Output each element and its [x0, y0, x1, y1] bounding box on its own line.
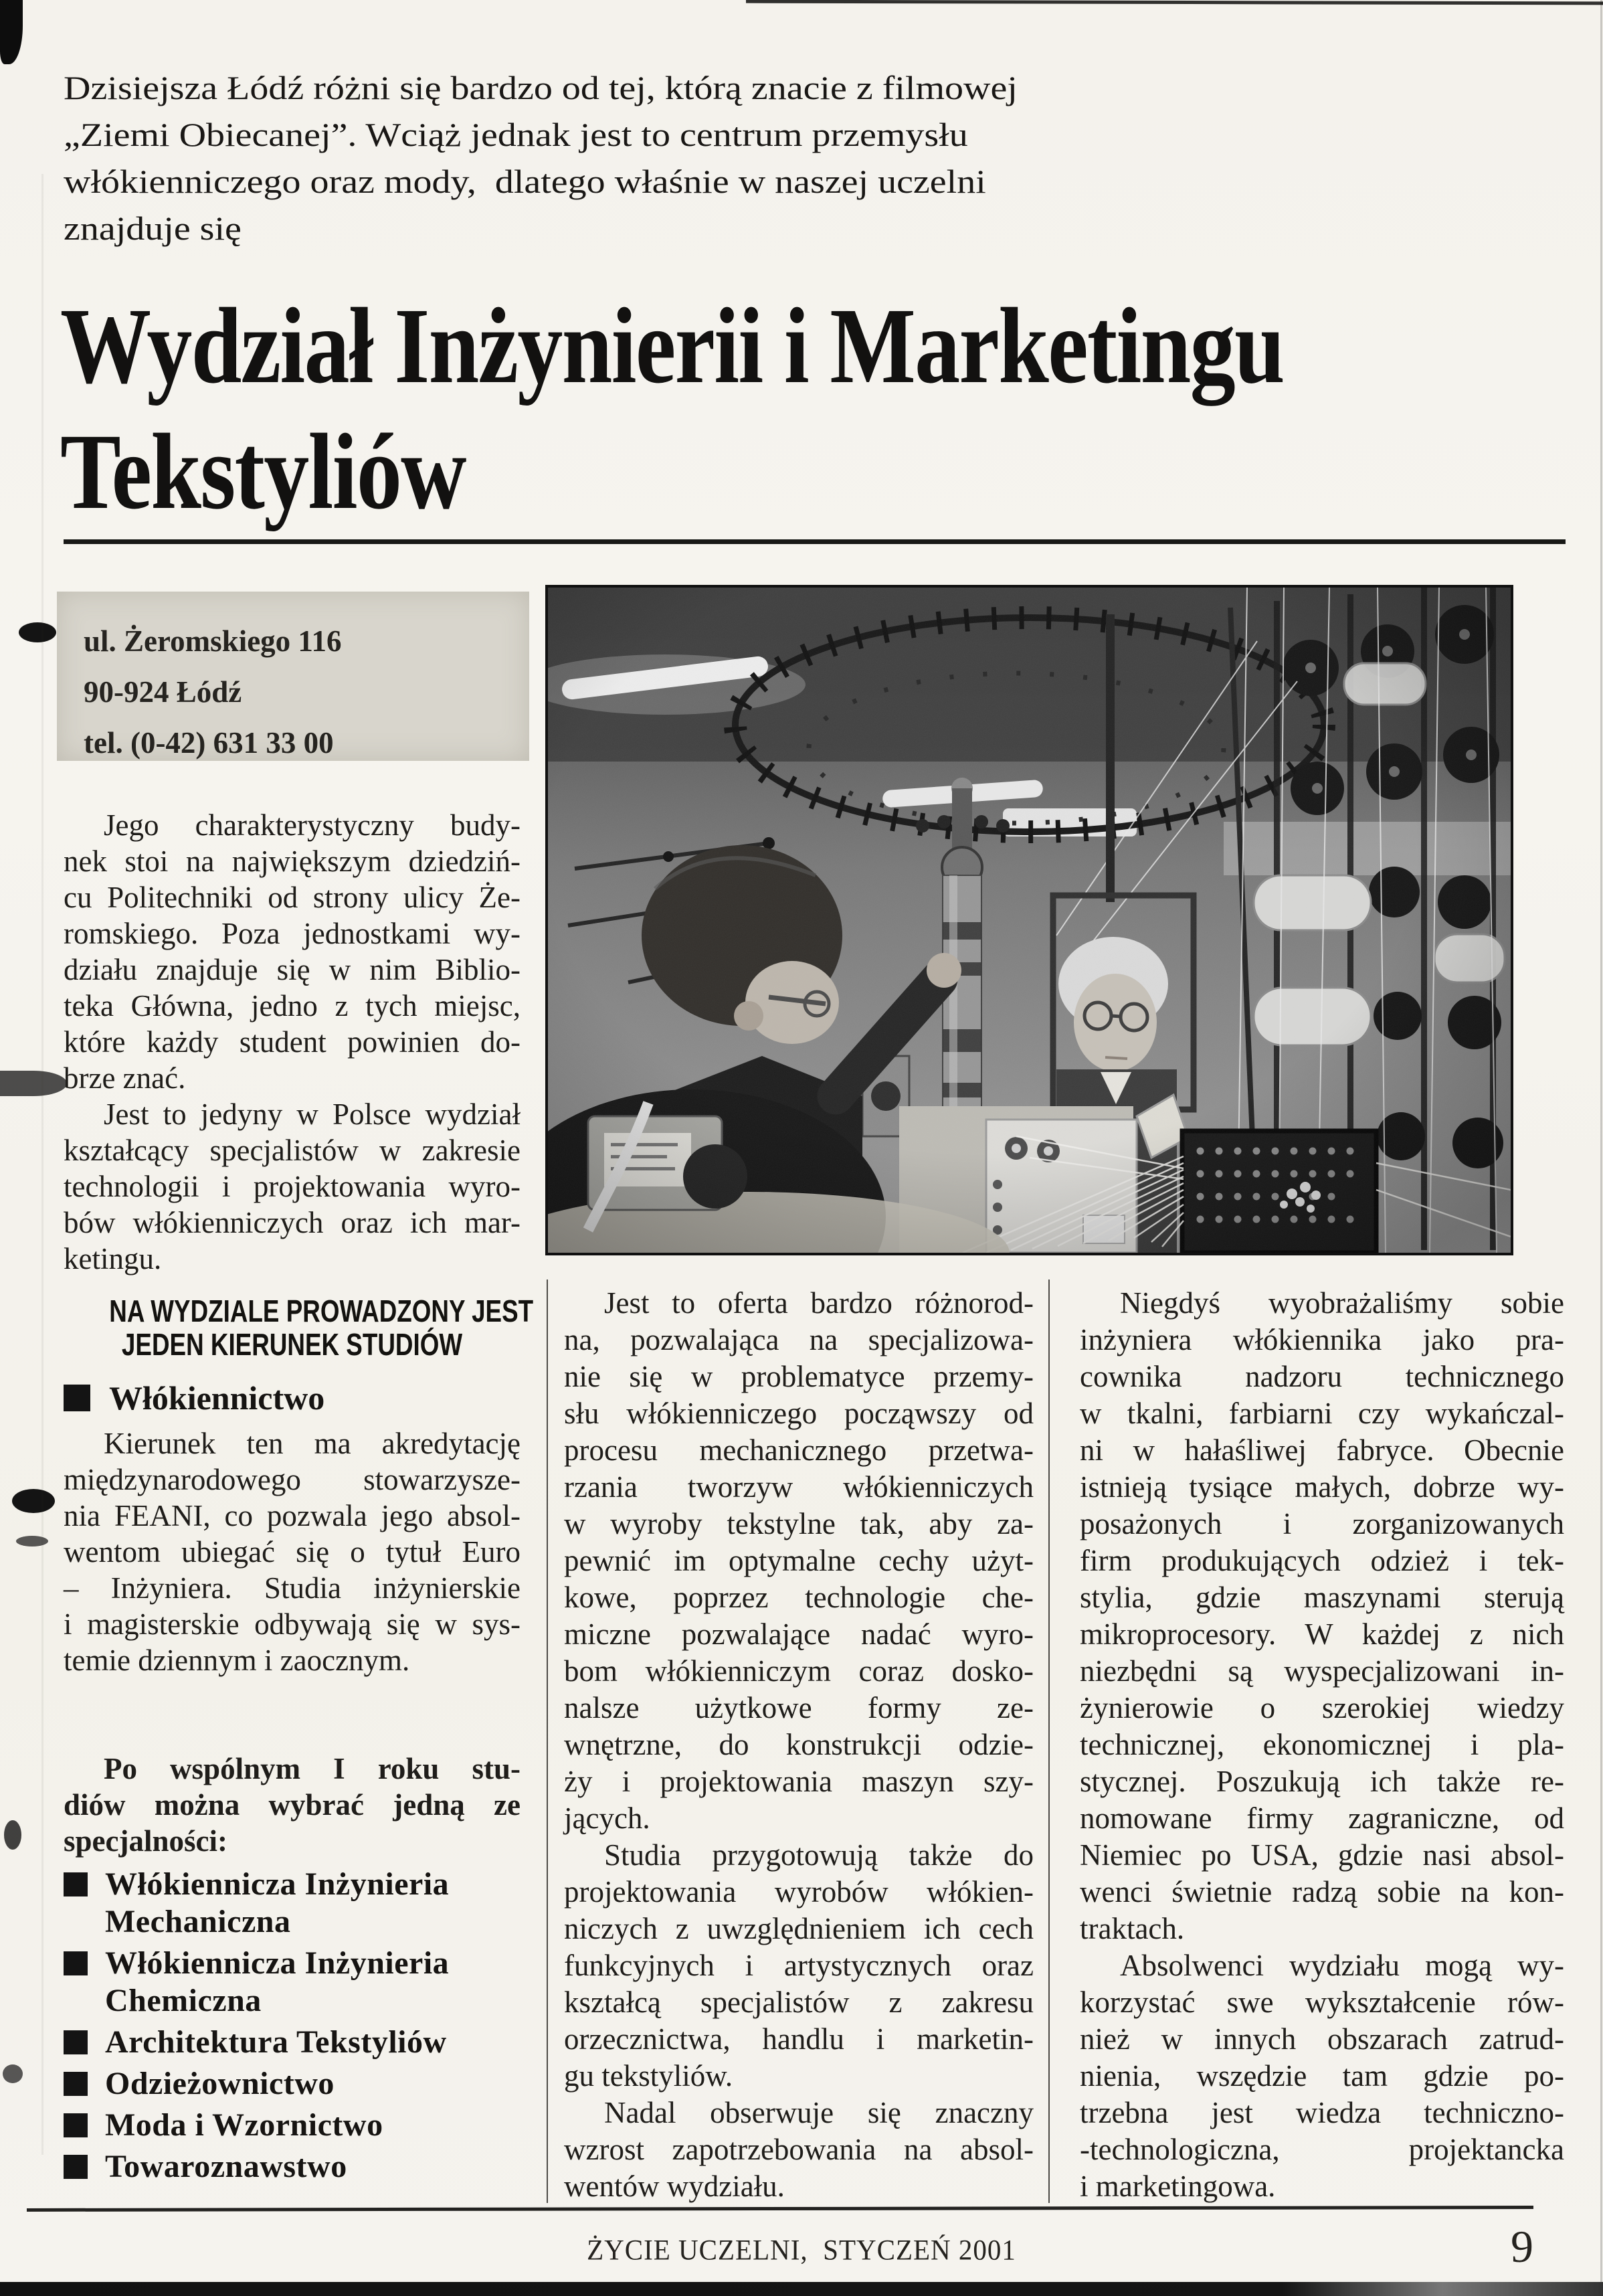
text-line: projektowania wyrobów włókien- [564, 1875, 1034, 1909]
text-line: niczych z uwzględnieniem ich cech [564, 1912, 1034, 1945]
page-number: 9 [1511, 2221, 1533, 2272]
text-line: wenci świetnie radzą sobie na kon- [1080, 1875, 1564, 1909]
paragraph [64, 807, 521, 1096]
specialty-item [64, 2024, 521, 2061]
right-column [1080, 1285, 1564, 2205]
text-line: działu znajduje się w nim Biblio- [64, 953, 521, 986]
text-line: brze znać. [64, 1061, 186, 1095]
text-line: funkcyjnych i artystycznych oraz [564, 1949, 1034, 1982]
text-line: które każdy student powinien do- [64, 1025, 521, 1059]
text-line: korzystać swe wykształcenie rów- [1080, 1985, 1564, 2019]
text-line: JEDEN KIERUNEK STUDIÓW [121, 1327, 463, 1362]
square-bullet-icon [64, 2155, 88, 2179]
text-line: i marketingowa. [1080, 2170, 1276, 2203]
text-line: rzania tworzyw włókienniczych [564, 1470, 1034, 1504]
paragraph [64, 1751, 521, 1859]
square-bullet-icon [64, 2113, 88, 2137]
paragraph [564, 1837, 1034, 2095]
text-line: włókienniczego oraz mody, dlatego właśnie w naszej uczelni [64, 163, 986, 200]
text-line: kształcący specjalistów w zakresie [64, 1134, 521, 1167]
square-bullet-icon [64, 2072, 88, 2096]
column-divider [547, 1279, 548, 2203]
address-box [57, 592, 529, 761]
text-line: żynierowie o szerokiej wiedzy [1080, 1691, 1564, 1725]
text-line: romskiego. Poza jednostkami wy- [64, 917, 521, 950]
text-line: znajduje się [64, 209, 242, 247]
text-line: diów można wybrać jedną ze [64, 1788, 521, 1822]
specialties-list [64, 1866, 521, 2186]
accreditation-paragraph [64, 1425, 521, 1678]
text-line: – Inżyniera. Studia inżynierskie [64, 1571, 521, 1605]
intro-paragraph [64, 64, 1375, 252]
field-of-study-heading [64, 1379, 521, 1417]
scan-fold-line [41, 174, 43, 2155]
specialty-item [64, 2148, 521, 2186]
address-lines [57, 592, 529, 768]
scan-artifact [3, 2064, 23, 2083]
specialty-item [64, 2107, 521, 2144]
text-line: nalsze użytkowe formy ze- [564, 1691, 1034, 1725]
text-line: w tkalni, farbiarni czy wykańczal- [1080, 1397, 1564, 1430]
text-line: Dzisiejsza Łódź różni się bardzo od tej, którą znacie z filmowej [64, 69, 1018, 106]
text-line: -technologiczna, projektancka [1080, 2133, 1564, 2166]
paragraph [64, 1425, 521, 1678]
building-paragraphs [64, 807, 521, 1277]
paragraph [564, 2095, 1034, 2205]
text-line: kształcą specjalistów z zakresu [564, 1985, 1034, 2019]
text-line: wzrost zapotrzebowania na absol- [564, 2133, 1034, 2166]
text-line: wnętrzne, do konstrukcji odzie- [564, 1728, 1034, 1761]
footer-journal-title: ŻYCIE UCZELNI, STYCZEŃ 2001 [587, 2233, 1016, 2267]
square-bullet-icon [64, 1872, 88, 1896]
text-line: Niemiec po USA, gdzie nasi absol- [1080, 1838, 1564, 1872]
text-line: bom włókienniczym coraz dosko- [564, 1654, 1034, 1688]
text-line: firm produkujących odzież i tek- [1080, 1544, 1564, 1577]
scan-artifact [12, 1489, 55, 1513]
text-line: traktach. [1080, 1912, 1185, 1945]
text-line: wentów wydziału. [564, 2170, 785, 2203]
square-bullet-icon [64, 1385, 90, 1411]
paragraph [64, 1096, 521, 1277]
text-line: ni w hałaśliwej fabryce. Obecnie [1080, 1433, 1564, 1467]
text-line: gu tekstyliów. [564, 2059, 733, 2093]
text-line: procesu mechanicznego przetwa- [564, 1433, 1034, 1467]
specialty-item [64, 2065, 521, 2103]
section-header [64, 1294, 534, 1362]
headline-line-2: Tekstyliów [60, 412, 466, 532]
square-bullet-icon [64, 1951, 88, 1975]
paragraph [1080, 1285, 1564, 1947]
text-line: cu Politechniki od strony ulicy Że- [64, 881, 521, 914]
text-line: Po wspólnym I roku stu- [104, 1752, 521, 1785]
text-line: na, pozwalająca na specjalizowa- [564, 1323, 1034, 1356]
column-divider [1048, 1279, 1050, 2203]
text-line: specjalności: [64, 1824, 227, 1858]
specialty-label: Moda i Wzornictwo [105, 2107, 383, 2143]
text-line: ży i projektowania maszyn szy- [564, 1765, 1034, 1798]
text-line: bów włókienniczych oraz ich mar- [64, 1206, 521, 1239]
text-line: jących. [564, 1801, 650, 1835]
text-line: nek stoi na największym dziedziń- [64, 845, 521, 878]
specialty-label: Towaroznawstwo [105, 2149, 347, 2184]
text-line: „Ziemi Obiecanej”. Wciąż jednak jest to centrum przemysłu [64, 116, 968, 153]
field-of-study-label: Włókiennictwo [109, 1379, 325, 1417]
text-line: technicznej, ekonomicznej i pla- [1080, 1728, 1564, 1761]
text-line: nie się w problematyce przemy- [564, 1360, 1034, 1393]
text-line: posażonych i zorganizowanych [1080, 1507, 1564, 1540]
text-line: technologii i projektowania wyro- [64, 1170, 521, 1203]
photo-illustration [548, 588, 1511, 1253]
text-line: mikroprocesory. W każdej z nich [1080, 1617, 1564, 1651]
text-line: w wyroby tekstylne tak, aby za- [564, 1507, 1034, 1540]
text-line: niezbędni są wyspecjalizowani in- [1080, 1654, 1564, 1688]
article-headline [60, 284, 1521, 535]
text-line: 90-924 Łódź [84, 675, 242, 709]
text-line: tel. (0-42) 631 33 00 [84, 726, 334, 760]
text-line: trzebna jest wiedza techniczno- [1080, 2096, 1564, 2129]
text-line: Jest to jedyny w Polsce wydział [104, 1097, 521, 1131]
text-line: istnieją tysiące małych, dobrze wy- [1080, 1470, 1564, 1504]
text-line: kowe, poprzez technologie che- [564, 1581, 1034, 1614]
text-line: orzecznictwa, handlu i marketin- [564, 2022, 1034, 2056]
text-line: inżyniera włókiennika jako pra- [1080, 1323, 1564, 1356]
square-bullet-icon [64, 2030, 88, 2054]
text-line: Niegdyś wyobrażaliśmy sobie [1120, 1286, 1564, 1320]
specialty-label: Odzieżownictwo [105, 2066, 335, 2101]
text-line: stycznej. Poszukują ich także re- [1080, 1765, 1564, 1798]
text-line: Kierunek ten ma akredytację [104, 1427, 521, 1460]
scan-artifact-corner [0, 0, 23, 64]
faculty-photo [545, 585, 1513, 1255]
text-line: wentom ubiegać się o tytuł Euro [64, 1535, 521, 1569]
text-line: międzynarodowego stowarzysze- [64, 1463, 521, 1496]
scan-artifact [0, 1071, 67, 1096]
text-line: stylia, gdzie maszynami sterują [1080, 1581, 1564, 1614]
text-line: NA WYDZIALE PROWADZONY JEST [109, 1294, 534, 1328]
bottom-scan-bar [0, 2282, 1603, 2296]
specialty-label: Włókiennicza Inżynieria Mechaniczna [105, 1866, 450, 1939]
headline-line-1: Wydział Inżynierii i Marketingu [60, 286, 1285, 406]
text-line: temie dziennym i zaocznym. [64, 1644, 410, 1677]
text-line: teka Główna, jedno z tych miejsc, [64, 989, 521, 1023]
text-line: nież w innych obszarach zatrud- [1080, 2022, 1564, 2056]
middle-column [564, 1285, 1034, 2205]
paragraph [1080, 1947, 1564, 2205]
text-line: Absolwenci wydziału mogą wy- [1120, 1949, 1564, 1982]
text-line: nia FEANI, co pozwala jego absol- [64, 1499, 521, 1532]
text-line: Studia przygotowują także do [604, 1838, 1034, 1872]
scan-artifact-top-line [746, 0, 1603, 5]
scan-page-edge [1600, 0, 1602, 2296]
text-line: Nadal obserwuje się znaczny [604, 2096, 1034, 2129]
text-line: ketingu. [64, 1242, 162, 1275]
specialty-label: Architektura Tekstyliów [105, 2024, 447, 2060]
left-column [64, 807, 534, 2216]
text-line: Jego charakterystyczny budy- [104, 808, 521, 842]
text-line: nienia, wszędzie tam gdzie po- [1080, 2059, 1564, 2093]
scan-artifact [4, 1820, 21, 1850]
specialty-item [64, 1945, 521, 2020]
text-line: słu włókienniczego począwszy od [564, 1397, 1034, 1430]
text-line: pewnić im optymalne cechy użyt- [564, 1544, 1034, 1577]
scan-artifact [19, 622, 56, 642]
text-line: nomowane firmy zagraniczne, od [1080, 1801, 1564, 1835]
text-line: Jest to oferta bardzo różnorod- [604, 1286, 1034, 1320]
specialty-item [64, 1866, 521, 1941]
specialty-label: Włókiennicza Inżynieria Chemiczna [105, 1945, 450, 2018]
text-line: ul. Żeromskiego 116 [84, 624, 342, 658]
specialties-lead-paragraph [64, 1751, 521, 1859]
headline-rule [64, 539, 1566, 544]
text-line: i magisterskie odbywają się w sys- [64, 1607, 521, 1641]
text-line: miczne pozwalające nadać wyro- [564, 1617, 1034, 1651]
paragraph [564, 1285, 1034, 1837]
text-line: cownika nadzoru technicznego [1080, 1360, 1564, 1393]
